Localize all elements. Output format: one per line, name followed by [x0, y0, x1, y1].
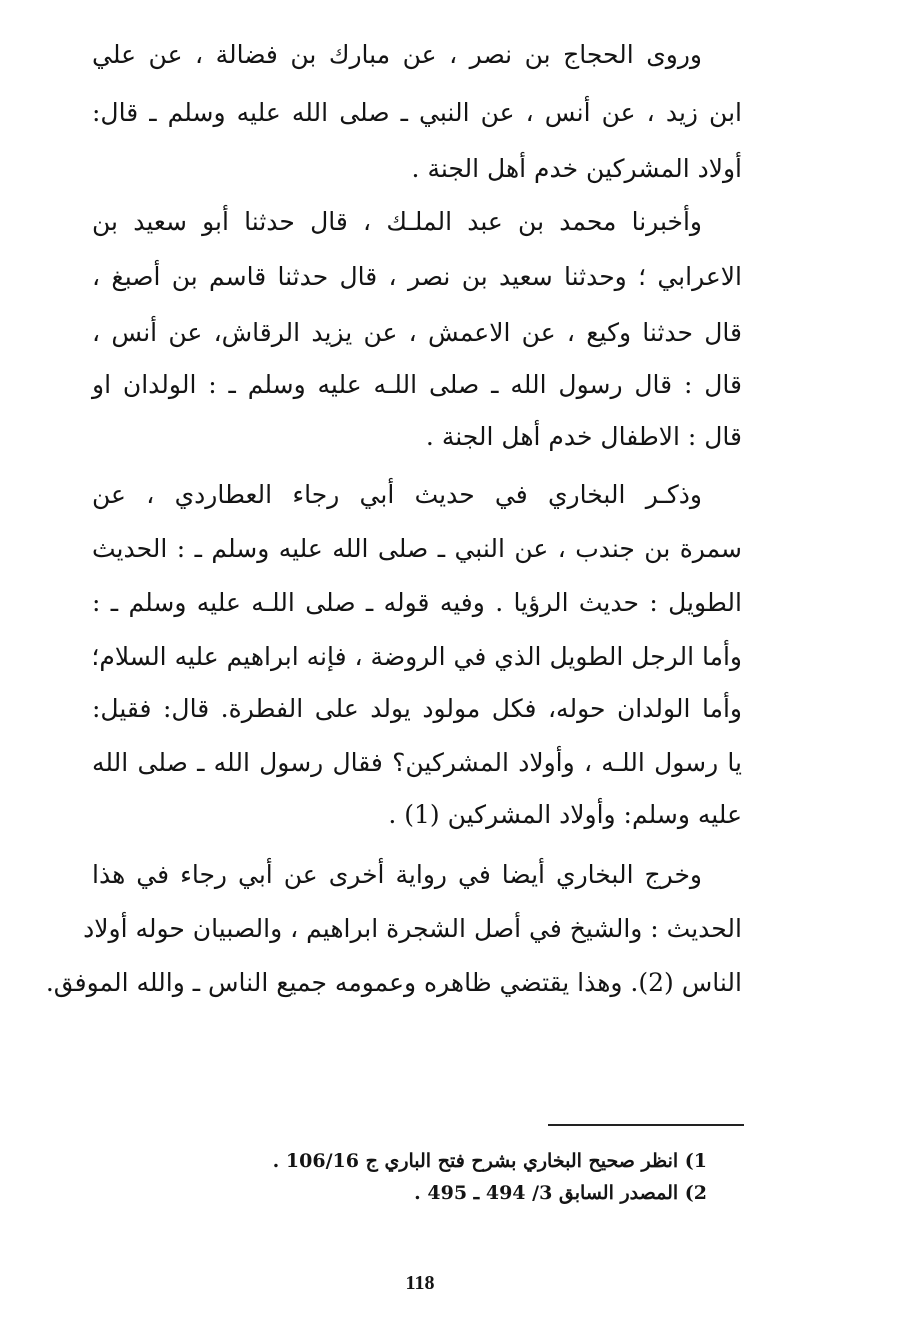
- text-line: قال حدثنا وكيع ، عن الاعمش ، عن يزيد الرقاش، عن أنس ،: [92, 318, 742, 347]
- footnote-divider: [548, 1124, 744, 1126]
- text-line: وروى الحجاج بن نصر ، عن مبارك بن فضالة ، عن علي: [92, 40, 703, 69]
- text-line: وذكـر البخاري في حديث أبي رجاء العطاردي ، عن: [92, 480, 702, 509]
- text-line: الناس (2). وهذا يقتضي ظاهره وعمومه جميع الناس ـ والله الموفق.: [45, 968, 742, 997]
- text-line: وأما الولدان حوله، فكل مولود يولد على الفطرة. قال: فقيل:: [92, 694, 742, 723]
- text-line: ابن زيد ، عن أنس ، عن النبي ـ صلى الله عليه وسلم ـ قال:: [92, 98, 742, 127]
- footnote: 1) انظر صحيح البخاري بشرح فتح الباري ج 106/16 .: [272, 1150, 707, 1172]
- page-number: 118: [405, 1272, 435, 1294]
- text-line: قال : قال رسول الله ـ صلى اللـه عليه وسلم ـ : الولدان او: [92, 370, 742, 399]
- text-line: أولاد المشركين خدم أهل الجنة .: [411, 154, 742, 183]
- text-line: سمرة بن جندب ، عن النبي ـ صلى الله عليه وسلم ـ : الحديث: [92, 534, 742, 563]
- text-line: قال : الاطفال خدم أهل الجنة .: [425, 422, 742, 451]
- text-line: الحديث : والشيخ في أصل الشجرة ابراهيم ، والصبيان حوله أولاد: [83, 914, 742, 943]
- text-line: وأخبرنا محمد بن عبد الملـك ، قال حدثنا أبو سعيد بن: [92, 207, 702, 236]
- text-line: الاعرابي ؛ وحدثنا سعيد بن نصر ، قال حدثنا قاسم بن أصبغ ،: [92, 262, 742, 291]
- text-line: وخرج البخاري أيضا في رواية أخرى عن أبي رجاء في هذا: [92, 860, 702, 889]
- text-line: الطويل : حديث الرؤيا . وفيه قوله ـ صلى اللـه عليه وسلم ـ :: [92, 588, 742, 617]
- text-line: عليه وسلم: وأولاد المشركين (1) .: [388, 800, 742, 829]
- text-line: وأما الرجل الطويل الذي في الروضة ، فإنه ابراهيم عليه السلام؛: [91, 642, 742, 671]
- text-line: يا رسول اللـه ، وأولاد المشركين؟ فقال رسول الله ـ صلى الله: [92, 748, 742, 777]
- footnote: 2) المصدر السابق 3/ 494 ـ 495 .: [414, 1182, 707, 1204]
